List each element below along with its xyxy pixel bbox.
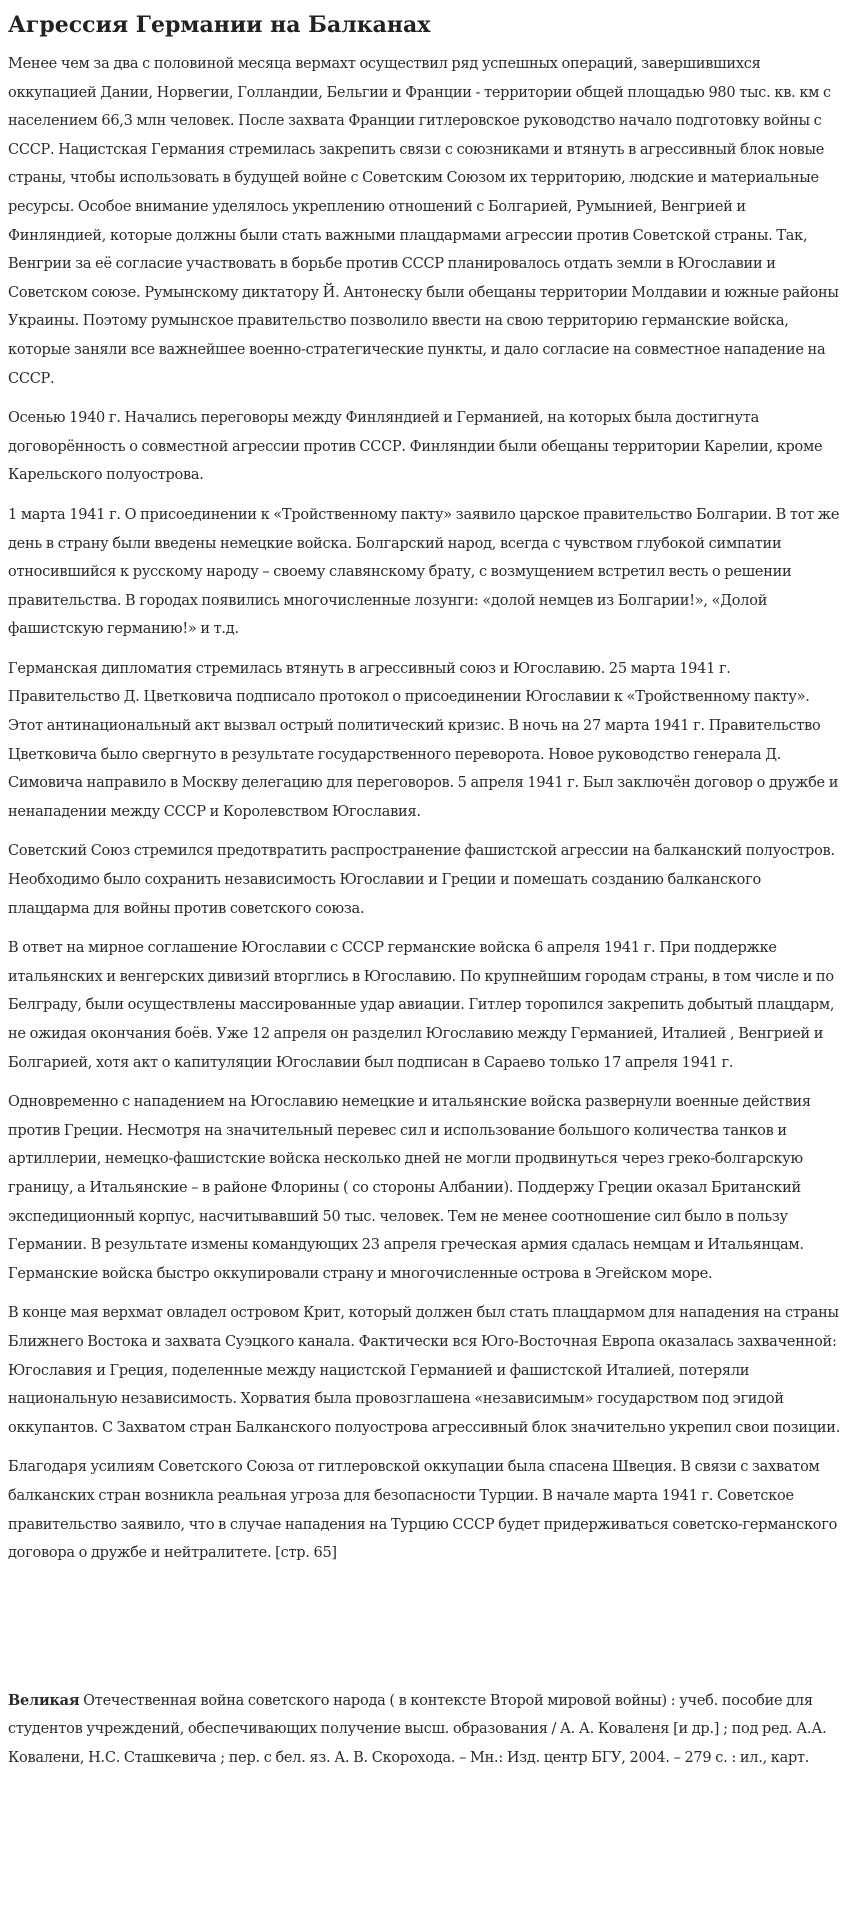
paragraph: Благодаря усилиям Советского Союза от гитлеровской оккупации была спасена Швеция. В связи с захватом балканских стран возникла реальная угроза для безопасности Турции. В начале марта 1941 г. Советское правительство заявило, что в случае нападения на Турцию СССР будет придерживаться советско-германского договора о дружбе и нейтралитете. [стр. 65] [8, 1459, 838, 1562]
paragraph: Одновременно с нападением на Югославию немецкие и итальянские войска развернули военные действия против Греции. Несмотря на значительный перевес сил и использование большого количества танков и артиллерии, немецко-фашистские войска несколько дней не могли продвинуться через греко-болгарскую границу, а Итальянские – в районе Флорины ( со стороны Албании). Поддержу Греции оказал Британский экспедиционный корпус, насчитывавший 50 тыс. человек. Тем не менее соотношение сил было в пользу Германии. В результате измены командующих 23 апреля греческая армия сдалась немцам и Итальянцам. Германские войска быстро оккупировали страну и многочисленные острова в Эгейском море. [8, 1094, 811, 1282]
bibliographic-citation [8, 1687, 842, 1773]
paragraph: Менее чем за два с половиной месяца вермахт осуществил ряд успешных операций, завершившихся оккупацией Дании, Норвегии, Голландии, Бельгии и Франции - территории общей площадью 980 тыс. кв. км с населением 66,3 млн человек. После захвата Франции гитлеровское руководство начало подготовку войны с СССР. Нацистская Германия стремилась закрепить связи с союзниками и втянуть в агрессивный блок новые страны, чтобы использовать в будущей войне с Советским Союзом их территорию, людские и материальные ресурсы. Особое внимание уделялось укреплению отношений с Болгарией, Румынией, Венгрией и Финляндией, которые должны были стать важными плацдармами агрессии против Советской страны. Так, Венгрии за её согласие участвовать в борьбе против СССР планировалось отдать земли в Югославии и Советском союзе. Румынскому диктатору Й. Антонеску были обещаны территории Молдавии и южные районы Украины. Поэтому румынское правительство позволило ввести на свою территорию германские войска, которые заняли все важнейшее военно-стратегические пункты, и дало согласие на совместное нападение на СССР. [8, 56, 839, 387]
paragraph: В ответ на мирное соглашение Югославии с СССР германские войска 6 апреля 1941 г. При поддержке итальянских и венгерских дивизий вторглись в Югославию. По крупнейшим городам страны, в том числе и по Белграду, были осуществлены массированные удар авиации. Гитлер торопился закрепить добытый плацдарм, не ожидая окончания боёв. Уже 12 апреля он разделил Югославию между Германией, Италией , Венгрией и Болгарией, хотя акт о капитуляции Югославии был подписан в Сараево только 17 апреля 1941 г. [8, 940, 835, 1071]
article [8, 0, 842, 1772]
paragraph: Осенью 1940 г. Начались переговоры между Финляндией и Германией, на которых была достигнута договорённость о совместной агрессии против СССР. Финляндии были обещаны территории Карелии, кроме Карельского полуострова. [8, 410, 823, 484]
paragraph: Германская дипломатия стремилась втянуть в агрессивный союз и Югославию. 25 марта 1941 г. Правительство Д. Цветковича подписало протокол о присоединении Югославии к «Тройственному пакту». Этот антинациональный акт вызвал острый политический кризис. В ночь на 27 марта 1941 г. Правительство Цветковича было свергнуто в результате государственного переворота. Новое руководство генерала Д. Симовича направило в Москву делегацию для переговоров. 5 апреля 1941 г. Был заключён договор о дружбе и ненападении между СССР и Королевством Югославия. [8, 660, 839, 820]
paragraph: В конце мая верхмат овладел островом Крит, который должен был стать плацдармом для нападения на страны Ближнего Востока и захвата Суэцкого канала. Фактически вся Юго-Восточная Европа оказалась захваченной: Югославия и Греция, поделенные между нацистской Германией и фашистской Италией, потеряли национальную независимость. Хорватия была провозглашена «независимым» государством под эгидой оккупантов. С Захватом стран Балканского полуострова агрессивный блок значительно укрепил свои позиции. [8, 1305, 841, 1436]
paragraph: 1 марта 1941 г. О присоединении к «Тройственному пакту» заявило царское правительство Болгарии. В тот же день в страну были введены немецкие войска. Болгарский народ, всегда с чувством глубокой симпатии относившийся к русскому народу – своему славянскому брату, с возмущением встретил весть о решении правительства. В городах появились многочисленные лозунги: «долой немцев из Болгарии!», «Долой фашистскую германию!» и т.д. [8, 506, 840, 638]
blank-space [8, 1579, 842, 1687]
paragraph: Советский Союз стремился предотвратить распространение фашистской агрессии на балканский полуостров. Необходимо было сохранить независимость Югославии и Греции и помешать созданию балканского плацдарма для войны против советского союза. [8, 843, 835, 917]
citation-bold-word: Великая [8, 1691, 80, 1709]
citation-text: Отечественная война советского народа ( в контексте Второй мировой войны) : учеб. пособие для студентов учреждений, обеспечивающих получение высш. образования / А. А. Коваленя [и др.] ; под ред. А.А. Ковалени, Н.С. Сташкевича ; пер. с бел. яз. А. В. Скорохода. – Мн.: Изд. центр БГУ, 2004. – 279 с. : ил., карт. [8, 1692, 827, 1766]
article-title: Агрессия Германии на Балканах [8, 12, 431, 38]
